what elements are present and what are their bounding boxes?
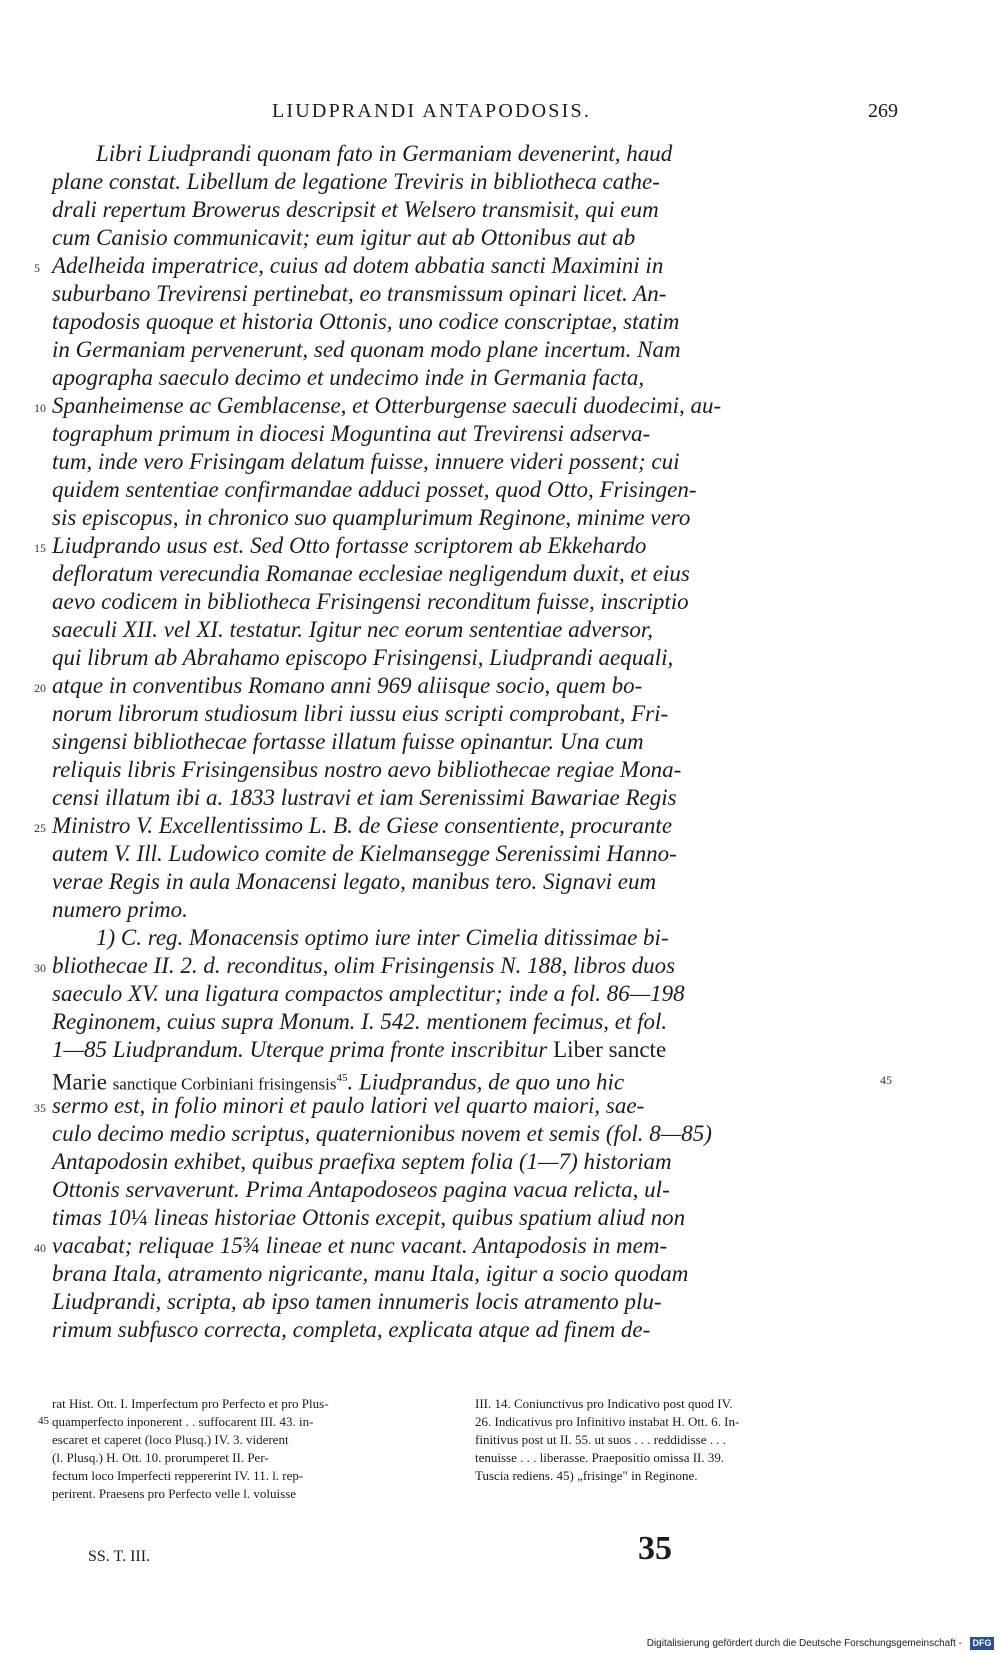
- text-line: apographa saeculo decimo et undecimo inde in Germania facta,: [52, 365, 645, 390]
- text-line: defloratum verecundia Romanae ecclesiae negligendum duxit, et eius: [52, 561, 690, 586]
- signature-mark: SS. T. III.: [88, 1548, 151, 1565]
- text-line: Adelheida imperatrice, cuius ad dotem abbatia sancti Maximini in: [52, 253, 664, 278]
- footnote-line: III. 14. Coniunctivus pro Indicativo post quod IV.: [475, 1396, 733, 1411]
- footnote-ref: 45: [336, 1072, 348, 1084]
- line-number: 40: [34, 1241, 46, 1255]
- text-line: singensi bibliothecae fortasse illatum fuisse opinantur. Una cum: [52, 729, 644, 754]
- fraction: ¼: [130, 1205, 148, 1230]
- footnote-line: rat Hist. Ott. I. Imperfectum pro Perfecto et pro Plus-: [52, 1396, 329, 1411]
- text-line: [52, 1064, 625, 1095]
- text-line: [52, 1036, 666, 1064]
- footnote-line: 26. Indicativus pro Infinitivo instabat H. Ott. 6. In-: [475, 1414, 740, 1429]
- digitization-credit: Digitalisierung gefördert durch die Deutsche Forschungsgemeinschaft -: [646, 1638, 962, 1649]
- text-line-part: lineae et nunc vacant. Antapodosis in mem-: [260, 1233, 668, 1258]
- text-line-part: sanctique Corbiniani frisingensis: [112, 1074, 337, 1094]
- fraction: ¾: [242, 1233, 261, 1258]
- text-line: Spanheimense ac Gemblacense, et Otterburgense saeculi duodecimi, au-: [52, 393, 722, 418]
- footnotes: [0, 1395, 1000, 1515]
- text-line: autem V. Ill. Ludowico comite de Kielmansegge Serenissimi Hanno-: [52, 841, 677, 866]
- text-line: cum Canisio communicavit; eum igitur aut ab Ottonibus aut ab: [52, 225, 636, 250]
- text-line: in Germaniam pervenerunt, sed quonam modo plane incertum. Nam: [52, 337, 681, 362]
- text-line: brana Itala, atramento nigricante, manu Itala, igitur a socio quodam: [52, 1261, 689, 1286]
- text-line: aevo codicem in bibliotheca Frisingensi reconditum fuisse, inscriptio: [52, 589, 689, 614]
- text-line: [52, 1204, 685, 1232]
- text-line-part: . Liudprandus, de quo uno hic: [347, 1069, 625, 1095]
- text-line: reliquis libris Frisingensibus nostro aevo bibliothecae regiae Mona-: [52, 757, 682, 782]
- text-line: quidem sententiae confirmandae adduci posset, quod Otto, Frisingen-: [52, 477, 697, 502]
- footnote-line: Tuscia rediens. 45) „frisinge" in Reginone.: [475, 1468, 698, 1483]
- text-line: Liudprando usus est. Sed Otto fortasse scriptorem ab Ekkehardo: [52, 533, 647, 558]
- text-line: Antapodosin exhibet, quibus praefixa septem folia (1—7) historiam: [52, 1149, 672, 1174]
- line-number: 45: [880, 1073, 892, 1087]
- text-line-part: Marie: [52, 1069, 107, 1095]
- text-line: Ministro V. Excellentissimo L. B. de Giese consentiente, procurante: [52, 813, 673, 838]
- text-line: Liudprandi, scripta, ab ipso tamen innumeris locis atramento plu-: [52, 1289, 662, 1314]
- footnote-line: perirent. Praesens pro Perfecto velle l. voluisse: [52, 1486, 297, 1501]
- text-line: saeculi XII. vel XI. testatur. Igitur nec eorum sententiae adversor,: [52, 617, 654, 642]
- text-line: tum, inde vero Frisingam delatum fuisse, innuere videri possent; cui: [52, 449, 680, 474]
- text-line: Ottonis servaverunt. Prima Antapodoseos pagina vacua relicta, ul-: [52, 1177, 670, 1202]
- line-number: 25: [34, 821, 46, 835]
- text-line: censi illatum ibi a. 1833 lustravi et iam Serenissimi Bawariae Regis: [52, 785, 677, 810]
- text-line: saeculo XV. una ligatura compactos amplectitur; inde a fol. 86—198: [52, 981, 685, 1006]
- running-head: [0, 100, 1000, 130]
- text-line: Libri Liudprandi quonam fato in Germaniam devenerint, haud: [96, 141, 673, 166]
- text-line: drali repertum Browerus descripsit et Welsero transmisit, qui eum: [52, 197, 659, 222]
- footnote-line: fectum loco Imperfecti reppererint IV. 11. l. rep-: [52, 1468, 304, 1483]
- text-line: plane constat. Libellum de legatione Treviris in bibliotheca cathe-: [52, 169, 660, 194]
- footnote-line: finitivus post ut II. 55. ut suos . . . reddidisse . . .: [475, 1432, 726, 1447]
- line-number: 15: [34, 541, 46, 555]
- line-number: 20: [34, 681, 46, 695]
- text-line: 1) C. reg. Monacensis optimo iure inter Cimelia ditissimae bi-: [96, 925, 669, 950]
- text-line: sis episcopus, in chronico suo quamplurimum Reginone, minime vero: [52, 505, 691, 530]
- text-line: [52, 1232, 667, 1260]
- text-line: suburbano Trevirensi pertinebat, eo transmissum opinari licet. An-: [52, 281, 667, 306]
- text-line: atque in conventibus Romano anni 969 aliisque socio, quem bo-: [52, 673, 643, 698]
- text-line: numero primo.: [52, 897, 188, 922]
- footnote-line-number: 45: [38, 1415, 49, 1427]
- text-line: norum librorum studiosum libri iussu eius scripti comprobant, Fri-: [52, 701, 669, 726]
- text-line: sermo est, in folio minori et paulo latiori vel quarto maiori, sae-: [52, 1093, 645, 1118]
- line-number: 5: [34, 261, 40, 275]
- line-number: 30: [34, 961, 46, 975]
- text-line: rimum subfusco correcta, completa, explicata atque ad finem de-: [52, 1317, 651, 1342]
- text-line: bliothecae II. 2. d. reconditus, olim Frisingensis N. 188, libros duos: [52, 953, 676, 978]
- footnote-line: escaret et caperet (loco Plusq.) IV. 3. viderent: [52, 1432, 289, 1447]
- text-line-part: Liber sancte: [553, 1037, 667, 1062]
- digitization-footer: [647, 1633, 994, 1649]
- text-line: tapodosis quoque et historia Ottonis, uno codice conscriptae, statim: [52, 309, 680, 334]
- text-line-part: vacabat; reliquae 15: [52, 1233, 243, 1258]
- text-line: Reginonem, cuius supra Monum. I. 542. mentionem fecimus, et fol.: [52, 1009, 668, 1034]
- text-line: culo decimo medio scriptus, quaternionibus novem et semis (fol. 8—85): [52, 1121, 712, 1146]
- line-number: 10: [34, 401, 46, 415]
- sheet-number: 35: [638, 1530, 672, 1567]
- footnote-line: tenuisse . . . liberasse. Praepositio omissa II. 39.: [475, 1450, 725, 1465]
- text-line-part: 1—85 Liudprandum. Uterque prima fronte inscribitur: [52, 1037, 548, 1062]
- dfg-logo-icon: DFG: [970, 1637, 994, 1650]
- text-line: verae Regis in aula Monacensi legato, manibus tero. Signavi eum: [52, 869, 657, 894]
- footnote-line: quamperfecto inponerent . . suffocarent III. 43. in-: [52, 1414, 314, 1429]
- text-line: qui librum ab Abrahamo episcopo Frisingensi, Liudprandi aequali,: [52, 645, 674, 670]
- text-line: tographum primum in diocesi Moguntina aut Trevirensi adserva-: [52, 421, 651, 446]
- line-number: 35: [34, 1101, 46, 1115]
- text-line-part: timas 10: [52, 1205, 131, 1230]
- text-line-part: lineas historiae Ottonis excepit, quibus spatium aliud non: [147, 1205, 686, 1230]
- page-number: 269: [868, 100, 898, 122]
- footnote-line: (l. Plusq.) H. Ott. 10. prorumperet II. Per-: [52, 1450, 269, 1465]
- running-title: LIUDPRANDI ANTAPODOSIS.: [272, 100, 592, 122]
